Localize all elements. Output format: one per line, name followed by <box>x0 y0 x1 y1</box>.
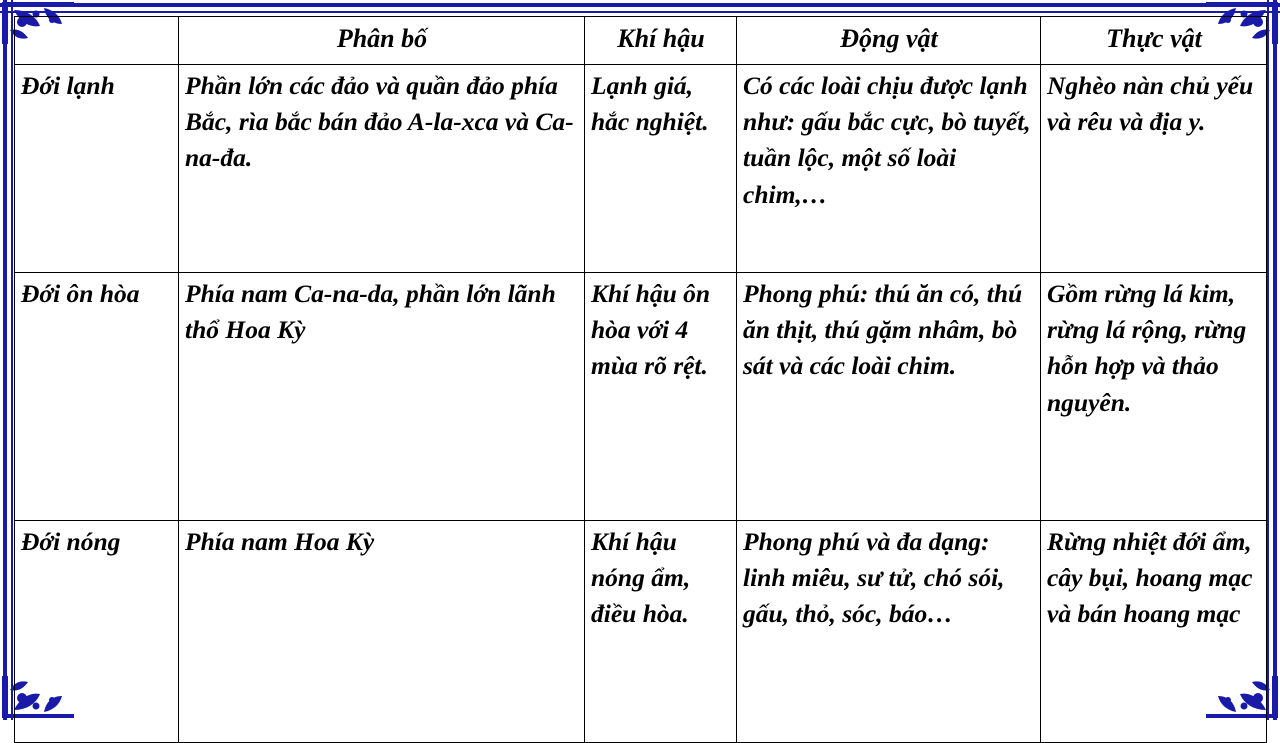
cell-plants-temperate: Gồm rừng lá kim, rừng lá rộng, rừng hỗn hợp và thảo nguyên. <box>1041 272 1267 520</box>
cell-zone-hot: Đới nóng <box>15 520 179 742</box>
cell-distribution-hot: Phía nam Hoa Kỳ <box>179 520 585 742</box>
cell-climate-hot: Khí hậu nóng ẩm, điều hòa. <box>585 520 737 742</box>
cell-distribution-temperate: Phía nam Ca-na-da, phần lớn lãnh thổ Hoa Kỳ <box>179 272 585 520</box>
cell-climate-temperate: Khí hậu ôn hòa với 4 mùa rõ rệt. <box>585 272 737 520</box>
cell-plants-hot: Rừng nhiệt đới ẩm, cây bụi, hoang mạc và bán hoang mạc <box>1041 520 1267 742</box>
border-left-inner <box>11 0 13 720</box>
cell-animals-cold: Có các loài chịu được lạnh như: gấu bắc cực, bò tuyết, tuần lộc, một số loài chim,… <box>737 64 1041 272</box>
column-header-zone <box>15 17 179 65</box>
cell-distribution-cold: Phần lớn các đảo và quần đảo phía Bắc, rìa bắc bán đảo A-la-xca và Ca-na-đa. <box>179 64 585 272</box>
cell-climate-cold: Lạnh giá, hắc nghiệt. <box>585 64 737 272</box>
border-top-inner <box>0 11 1280 13</box>
border-top-outer <box>0 3 1280 7</box>
column-header-climate: Khí hậu <box>585 17 737 65</box>
cell-zone-temperate: Đới ôn hòa <box>15 272 179 520</box>
cell-animals-hot: Phong phú và đa dạng: linh miêu, sư tử, chó sói, gấu, thỏ, sóc, báo… <box>737 520 1041 742</box>
border-left-outer <box>3 0 7 720</box>
border-right-inner <box>1267 0 1269 720</box>
nature-zones-table-container <box>14 16 1266 743</box>
column-header-distribution: Phân bố <box>179 17 585 65</box>
table-header-row <box>15 17 1267 65</box>
cell-plants-cold: Nghèo nàn chủ yếu và rêu và địa y. <box>1041 64 1267 272</box>
cell-animals-temperate: Phong phú: thú ăn có, thú ăn thịt, thú gặm nhâm, bò sát và các loài chim. <box>737 272 1041 520</box>
table-row <box>15 520 1267 742</box>
cell-zone-cold: Đới lạnh <box>15 64 179 272</box>
column-header-animals: Động vật <box>737 17 1041 65</box>
column-header-plants: Thực vật <box>1041 17 1267 65</box>
border-right-outer <box>1273 0 1277 720</box>
table-row <box>15 64 1267 272</box>
nature-zones-table <box>14 16 1267 743</box>
table-row <box>15 272 1267 520</box>
